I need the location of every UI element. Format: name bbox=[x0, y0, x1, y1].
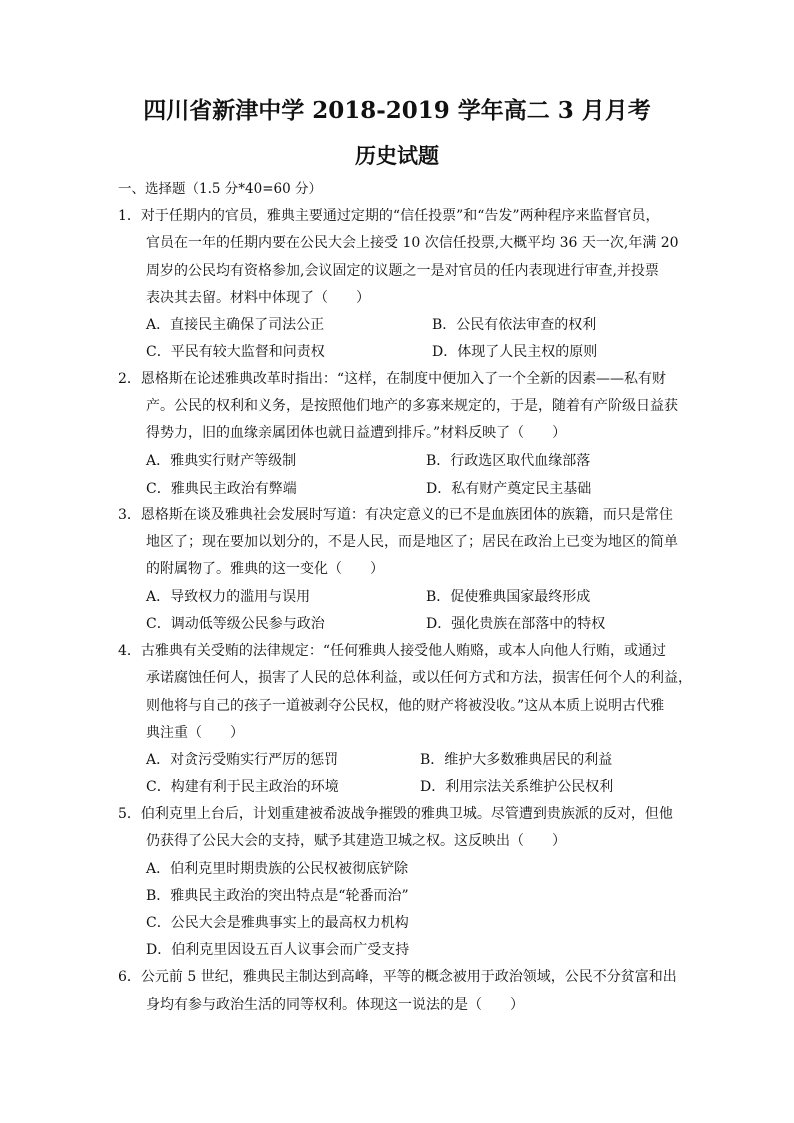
option-a: A．伯利克里时期贵族的公民权被彻底铲除 bbox=[146, 861, 409, 877]
question-text-line: 表决其去留。材料中体现了（ ） bbox=[146, 290, 370, 306]
question-text-line: 官员在一年的任期内要在公民大会上接受 10 次信任投票,大概平均 36 天一次,年满 20 bbox=[146, 235, 679, 251]
question-text-line: 典注重（ ） bbox=[146, 725, 244, 741]
option-a: A．对贪污受贿实行严厉的惩罚 bbox=[146, 752, 339, 768]
question-text-line: 地区了；现在要加以划分的，不是人民，而是地区了；居民在政治上已变为地区的简单 bbox=[146, 534, 678, 550]
question-text-line: 产。公民的权利和义务，是按照他们地产的多寡来规定的，于是，随着有产阶级日益获 bbox=[146, 398, 678, 414]
option-c: C．调动低等级公民参与政治 bbox=[146, 616, 325, 632]
option-c: C．公民大会是雅典事实上的最高权力机构 bbox=[146, 915, 409, 931]
question-text-line: 则他将与自己的孩子一道被剥夺公民权，他的财产将被没收。”这从本质上说明古代雅 bbox=[146, 698, 665, 714]
option-d: D．私有财产奠定民主基础 bbox=[426, 481, 592, 497]
option-b: B．行政选区取代血缘部落 bbox=[426, 453, 591, 469]
option-a: A．导致权力的滥用与误用 bbox=[146, 589, 311, 605]
question-text-line: 4．古雅典有关受贿的法律规定：“任何雅典人接受他人贿赂，或本人向他人行贿，或通过 bbox=[118, 643, 667, 659]
question-text-line: 1．对于任期内的官员，雅典主要通过定期的“信任投票”和“告发”两种程序来监督官员， bbox=[118, 208, 660, 224]
option-d: D．强化贵族在部落中的特权 bbox=[426, 616, 606, 632]
option-a: A．直接民主确保了司法公正 bbox=[146, 317, 325, 333]
question-text-line: 5．伯利克里上台后，计划重建被希波战争摧毁的雅典卫城。尽管遭到贵族派的反对，但他 bbox=[118, 806, 673, 822]
option-b: B．雅典民主政治的突出特点是“轮番而治” bbox=[146, 888, 409, 904]
option-d: D．伯利克里因设五百人议事会而广受支持 bbox=[146, 942, 410, 958]
option-c: C．平民有较大监督和问责权 bbox=[146, 344, 325, 360]
question-text-line: 的附属物了。雅典的这一变化（ ） bbox=[146, 561, 384, 577]
option-c: C．构建有利于民主政治的环境 bbox=[146, 779, 339, 795]
exam-subtitle: 历史试题 bbox=[355, 143, 439, 168]
question-text-line: 周岁的公民均有资格参加,会议固定的议题之一是对官员的任内表现进行审查,并投票 bbox=[146, 263, 659, 279]
section-heading: 一、选择题（1.5 分*40=60 分） bbox=[118, 181, 322, 197]
option-a: A．雅典实行财产等级制 bbox=[146, 453, 297, 469]
question-text-line: 承诺腐蚀任何人，损害了人民的总体利益，或以任何方式和方法，损害任何个人的利益， bbox=[146, 670, 692, 686]
option-d: D．利用宗法关系维护公民权利 bbox=[420, 779, 614, 795]
option-b: B．公民有依法审查的权利 bbox=[432, 317, 597, 333]
question-text-line: 3．恩格斯在谈及雅典社会发展时写道：有决定意义的已不是血族团体的族籍，而只是常住 bbox=[118, 507, 673, 523]
question-text-line: 得势力，旧的血缘亲属团体也就日益遭到排斥。”材料反映了（ ） bbox=[146, 425, 567, 441]
option-c: C．雅典民主政治有弊端 bbox=[146, 481, 297, 497]
option-b: B．促使雅典国家最终形成 bbox=[426, 589, 591, 605]
question-text-line: 6．公元前 5 世纪，雅典民主制达到高峰，平等的概念被用于政治领域，公民不分贫富和出 bbox=[118, 969, 677, 985]
option-d: D．体现了人民主权的原则 bbox=[432, 344, 598, 360]
exam-title: 四川省新津中学 2018-2019 学年高二 3 月月考 bbox=[143, 97, 651, 124]
option-b: B．维护大多数雅典居民的利益 bbox=[420, 752, 613, 768]
question-text-line: 2．恩格斯在论述雅典改革时指出：“这样，在制度中便加入了一个全新的因素——私有财 bbox=[118, 371, 667, 387]
question-text-line: 身均有参与政治生活的同等权利。体现这一说法的是（ ） bbox=[146, 997, 524, 1013]
question-text-line: 仍获得了公民大会的支持，赋予其建造卫城之权。这反映出（ ） bbox=[146, 833, 566, 849]
